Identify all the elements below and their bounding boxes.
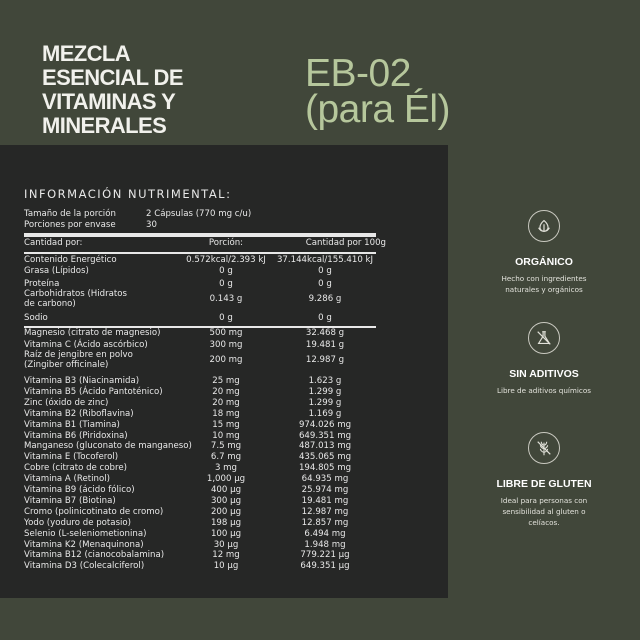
portion-value: 400 µg: [210, 485, 242, 495]
feature-no-additives: [492, 322, 596, 396]
title-line: MINERALES: [42, 113, 167, 138]
per-100g-value: 194.805 mg: [298, 463, 352, 474]
nutrient-name: Grasa (Lípidos): [24, 266, 89, 276]
per-100g-value: 649.351 µg: [300, 561, 350, 572]
serving-size-value: 2 Cápsulas (770 mg c/u): [146, 209, 252, 219]
portion-value: 500 mg: [209, 328, 243, 338]
nutrient-name: Contenido Energético: [24, 255, 117, 265]
portion-value: 200 mg: [209, 355, 243, 365]
per-100g-value: 6.494 mg: [304, 528, 346, 539]
product-code-line: EB-02: [305, 52, 411, 95]
nutrient-name: Vitamina B2 (Riboflavina): [24, 408, 134, 419]
leaf-icon: [528, 210, 560, 242]
portion-value: 18 mg: [212, 408, 240, 419]
portion-value: 10 µg: [213, 561, 239, 572]
portion-value: 0.572kcal/2.393 kJ: [186, 255, 266, 265]
nutrient-name: Raíz de jengibre en polvo (Zingiber officinale): [24, 350, 133, 370]
per-100g-value: 0 g: [318, 313, 332, 323]
portion-value: 198 µg: [210, 517, 242, 528]
column-header: Cantidad por:: [24, 238, 83, 248]
column-header: Cantidad por 100g: [305, 238, 386, 248]
nutrient-name: Vitamina C (Ácido ascórbico): [24, 340, 148, 350]
per-100g-value: 37.144kcal/155.410 kJ: [276, 255, 374, 265]
feature-title: LIBRE DE GLUTEN: [496, 478, 592, 490]
feature-title: ORGÁNICO: [515, 256, 573, 268]
feature-description: Libre de aditivos químicos: [496, 386, 591, 395]
product-code: [305, 52, 451, 131]
nutrient-name: Vitamina B6 (Piridoxina): [24, 430, 128, 441]
per-100g-value: 12.857 mg: [301, 517, 349, 528]
portion-value: 0.143 g: [209, 294, 243, 304]
nutrient-name: Vitamina B5 (Ácido Pantoténico): [24, 386, 163, 397]
servings-label: Porciones por envase: [24, 220, 116, 230]
portion-value: 30 µg: [213, 539, 239, 550]
per-100g-value: 1.169 g: [308, 408, 342, 419]
feature-organic: [492, 210, 596, 295]
per-100g-value: 12.987 mg: [301, 506, 349, 517]
per-100g-value: 32.468 g: [305, 328, 345, 338]
servings-per-container: [24, 220, 157, 230]
column-header: Porción:: [208, 238, 244, 248]
per-100g-value: 1.299 g: [308, 397, 342, 408]
per-100g-value: 19.481 mg: [301, 495, 349, 506]
portion-value: 0 g: [219, 313, 233, 323]
portion-value: 7.5 mg: [210, 441, 242, 452]
divider: [24, 252, 376, 254]
nutrient-name: Vitamina E (Tocoferol): [24, 452, 119, 463]
per-100g-value: 9.286 g: [308, 294, 342, 304]
nutrient-name: Sodio: [24, 313, 48, 323]
servings-value: 30: [146, 220, 157, 230]
portion-value: 25 mg: [212, 376, 240, 386]
per-100g-value: 649.351 mg: [298, 430, 352, 441]
feature-gluten-free: [492, 432, 596, 528]
feature-description: Ideal para personas con sensibilidad al gluten o celíacos.: [500, 496, 588, 527]
nutrient-name: Cromo (polinicotinato de cromo): [24, 506, 164, 517]
nutrient-name: Selenio (L-seleniometionina): [24, 528, 147, 539]
per-100g-value: 0 g: [318, 266, 332, 276]
nutrient-name: Zinc (óxido de zinc): [24, 397, 109, 408]
serving-size-label: Tamaño de la porción: [24, 209, 116, 219]
nutrient-name: Vitamina A (Retinol): [24, 474, 110, 485]
wheat-crossed-icon: [528, 432, 560, 464]
portion-value: 6.7 mg: [210, 452, 242, 463]
feature-title: SIN ADITIVOS: [509, 368, 579, 380]
nutrition-heading: INFORMACIÓN NUTRIMENTAL:: [24, 187, 232, 201]
portion-value: 1,000 µg: [206, 474, 246, 485]
per-100g-value: 974.026 mg: [298, 419, 352, 430]
feature-description: Hecho con ingredientes naturales y orgánicos: [501, 274, 587, 294]
per-100g-value: 1.299 g: [308, 386, 342, 397]
serving-size: [24, 209, 252, 219]
per-100g-value: 435.065 mg: [298, 452, 352, 463]
title-line: MEZCLA: [42, 41, 131, 66]
product-category-title: [42, 42, 252, 138]
nutrient-name: Vitamina B9 (ácido fólico): [24, 485, 135, 495]
portion-value: 10 mg: [212, 430, 240, 441]
portion-value: 200 µg: [210, 506, 242, 517]
per-100g-value: 0 g: [318, 279, 332, 289]
portion-value: 0 g: [219, 266, 233, 276]
nutrient-name: Manganeso (gluconato de manganeso): [24, 441, 192, 452]
portion-value: 20 mg: [212, 386, 240, 397]
nutrient-name: Vitamina B12 (cianocobalamina): [24, 550, 165, 561]
portion-value: 3 mg: [214, 463, 238, 474]
portion-value: 12 mg: [212, 550, 240, 561]
portion-value: 15 mg: [212, 419, 240, 430]
divider-thick: [24, 233, 376, 237]
nutrient-name: Cobre (citrato de cobre): [24, 463, 127, 474]
title-line: VITAMINAS Y: [42, 89, 176, 114]
per-100g-value: 25.974 mg: [301, 485, 349, 495]
portion-value: 20 mg: [212, 397, 240, 408]
portion-value: 300 mg: [209, 340, 243, 350]
per-100g-value: 1.623 g: [308, 376, 342, 386]
per-100g-value: 779.221 µg: [300, 550, 350, 561]
nutrient-name: Proteína: [24, 279, 60, 289]
flask-crossed-icon: [528, 322, 560, 354]
per-100g-value: 1.948 mg: [304, 539, 346, 550]
title-line: ESENCIAL DE: [42, 65, 183, 90]
nutrient-name: Magnesio (citrato de magnesio): [24, 328, 161, 338]
per-100g-value: 12.987 g: [305, 355, 345, 365]
nutrient-name: Vitamina B1 (Tiamina): [24, 419, 120, 430]
nutrient-name: Yodo (yoduro de potasio): [24, 517, 132, 528]
portion-value: 0 g: [219, 279, 233, 289]
nutrient-name: Vitamina K2 (Menaquinona): [24, 539, 144, 550]
per-100g-value: 64.935 mg: [301, 474, 349, 485]
product-code-line: (para Él): [305, 88, 451, 131]
portion-value: 100 µg: [210, 528, 242, 539]
per-100g-value: 487.013 mg: [298, 441, 352, 452]
nutrient-name: Carbohidratos (Hidratos de carbono): [24, 289, 127, 309]
nutrient-name: Vitamina B7 (Biotina): [24, 495, 116, 506]
nutrient-name: Vitamina D3 (Colecalciferol): [24, 561, 145, 572]
nutrient-name: Vitamina B3 (Niacinamida): [24, 376, 140, 386]
per-100g-value: 19.481 g: [305, 340, 345, 350]
portion-value: 300 µg: [210, 495, 242, 506]
